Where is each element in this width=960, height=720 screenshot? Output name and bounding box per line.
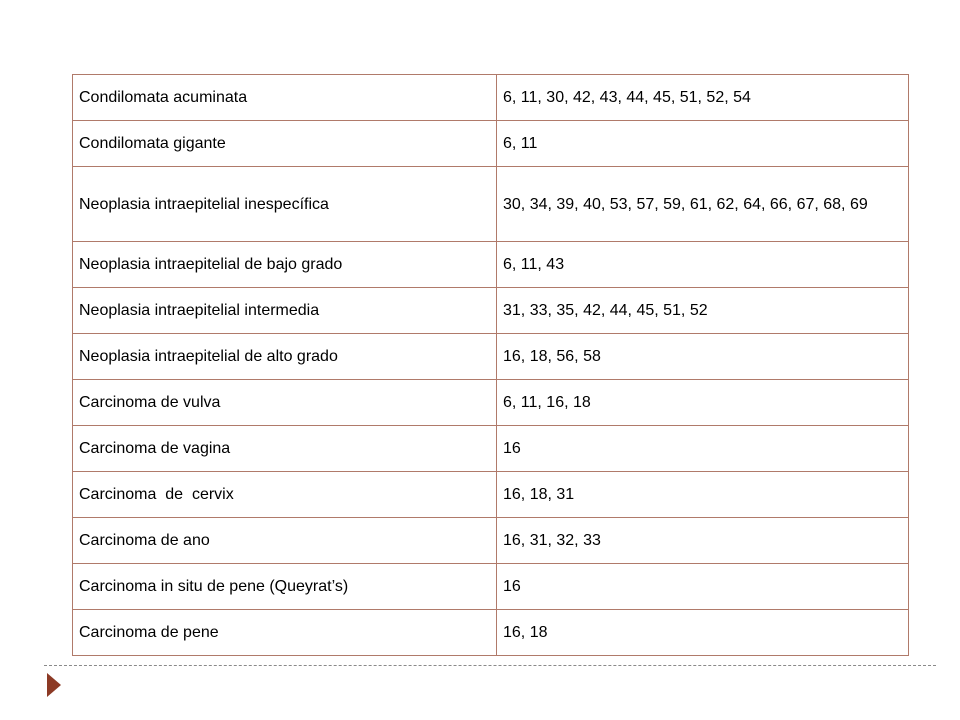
hpv-types-cell: 16, 18, 56, 58 — [497, 334, 909, 380]
hpv-types-cell: 6, 11, 30, 42, 43, 44, 45, 51, 52, 54 — [497, 75, 909, 121]
table-row — [73, 610, 909, 656]
lesion-cell: Carcinoma de cervix — [73, 472, 497, 518]
hpv-types-cell: 16, 31, 32, 33 — [497, 518, 909, 564]
table-row — [73, 380, 909, 426]
table-row — [73, 472, 909, 518]
hpv-types-cell: 16, 18 — [497, 610, 909, 656]
lesion-cell: Neoplasia intraepitelial intermedia — [73, 288, 497, 334]
hpv-types-cell: 6, 11 — [497, 121, 909, 167]
table-row — [73, 564, 909, 610]
lesion-cell: Neoplasia intraepitelial de bajo grado — [73, 242, 497, 288]
hpv-types-cell: 31, 33, 35, 42, 44, 45, 51, 52 — [497, 288, 909, 334]
lesion-cell: Carcinoma de vulva — [73, 380, 497, 426]
table-row — [73, 75, 909, 121]
lesion-cell: Neoplasia intraepitelial inespecífica — [73, 167, 497, 242]
hpv-types-table — [72, 74, 909, 656]
table-row — [73, 121, 909, 167]
lesion-cell: Carcinoma in situ de pene (Queyrat’s) — [73, 564, 497, 610]
lesion-cell: Condilomata gigante — [73, 121, 497, 167]
hpv-types-cell: 16, 18, 31 — [497, 472, 909, 518]
hpv-types-cell: 6, 11, 43 — [497, 242, 909, 288]
footer-divider — [44, 665, 936, 666]
lesion-cell: Carcinoma de vagina — [73, 426, 497, 472]
hpv-types-cell: 16 — [497, 564, 909, 610]
table-row — [73, 242, 909, 288]
hpv-types-cell: 30, 34, 39, 40, 53, 57, 59, 61, 62, 64, 66, 67, 68, 69 — [497, 167, 909, 242]
triangle-right-icon — [47, 673, 61, 697]
table-row — [73, 334, 909, 380]
lesion-cell: Condilomata acuminata — [73, 75, 497, 121]
hpv-types-cell: 16 — [497, 426, 909, 472]
lesion-cell: Carcinoma de pene — [73, 610, 497, 656]
table-row — [73, 288, 909, 334]
table-row — [73, 518, 909, 564]
table-row — [73, 426, 909, 472]
hpv-types-cell: 6, 11, 16, 18 — [497, 380, 909, 426]
lesion-cell: Carcinoma de ano — [73, 518, 497, 564]
lesion-cell: Neoplasia intraepitelial de alto grado — [73, 334, 497, 380]
table-row — [73, 167, 909, 242]
